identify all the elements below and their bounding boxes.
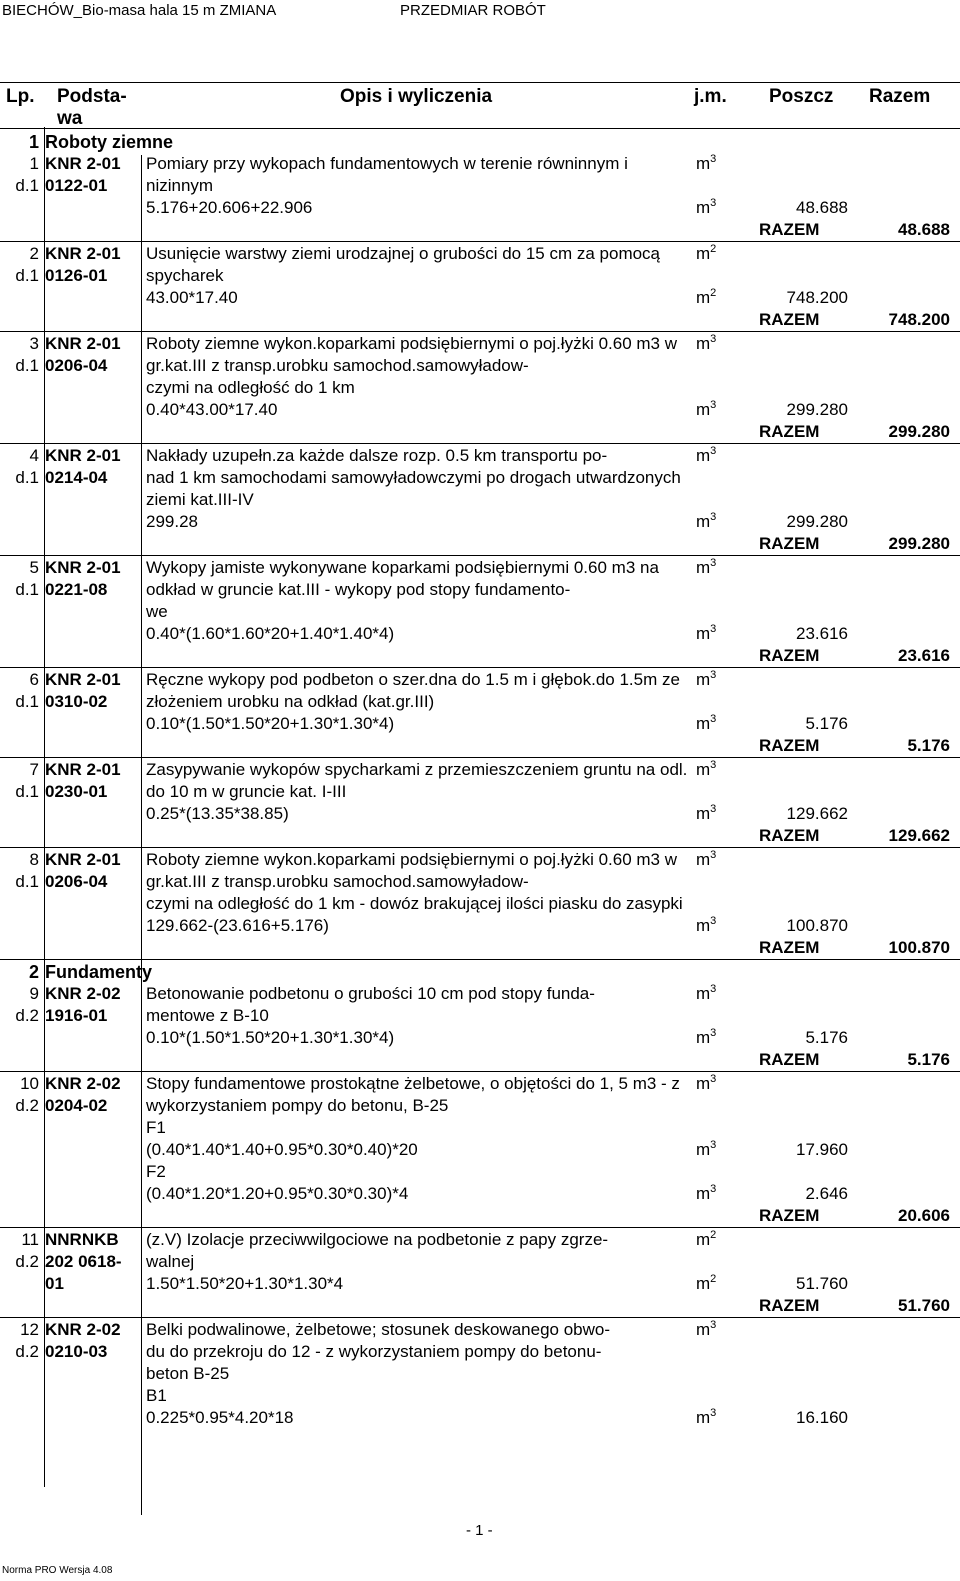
calc-unit: $m^3$ [696, 1139, 717, 1159]
item-unit: $m^3$ [696, 983, 717, 1003]
col-header-lp: Lp. [6, 86, 35, 107]
cost-item [0, 1073, 960, 1228]
calc-label: B1 [146, 1386, 167, 1405]
razem-label: RAZEM [759, 938, 820, 957]
razem-value: 5.176 [907, 736, 950, 755]
calc-row [0, 197, 960, 219]
calc-formula: 0.40*(1.60*1.60*20+1.40*1.40*4) [146, 624, 395, 643]
cost-item [0, 849, 960, 960]
calc-formula: 0.25*(13.35*38.85) [146, 804, 289, 823]
item-podstawa: KNR 2-01 0206-04 [45, 850, 121, 891]
calc-formula: 0.10*(1.50*1.50*20+1.30*1.30*4) [146, 714, 395, 733]
col-header-razem: Razem [869, 86, 931, 107]
item-podstawa: KNR 2-01 0206-04 [45, 334, 121, 375]
item-podstawa: KNR 2-01 0310-02 [45, 670, 121, 711]
razem-label: RAZEM [759, 220, 820, 239]
cost-item [0, 759, 960, 848]
item-podstawa: KNR 2-01 0221-08 [45, 558, 121, 599]
calc-unit: $m^2$ [696, 287, 717, 307]
calc-row [0, 287, 960, 309]
item-podstawa: NNRNKB 202 0618- 01 [45, 1230, 122, 1293]
calc-value: 2.646 [805, 1184, 848, 1203]
item-unit: $m^2$ [696, 243, 717, 263]
cost-item [0, 333, 960, 444]
calc-row [0, 1407, 960, 1429]
calc-value: 5.176 [805, 714, 848, 733]
item-description: Betonowanie podbetonu o grubości 10 cm pod stopy funda- mentowe z B-10 [146, 984, 595, 1025]
item-unit: $m^2$ [696, 1229, 717, 1249]
item-lp: 8 d.1 [15, 850, 39, 891]
section-header [0, 131, 960, 153]
razem-value: 48.688 [898, 220, 950, 239]
cost-item [0, 669, 960, 758]
calc-formula: 5.176+20.606+22.906 [146, 198, 313, 217]
item-description: (z.V) Izolacje przeciwwilgociowe na podbetonie z papy zgrze- walnej [146, 1230, 609, 1271]
calc-value: 17.960 [796, 1140, 848, 1159]
item-unit: $m^3$ [696, 669, 717, 689]
section-title: Fundamenty [45, 962, 153, 982]
razem-label: RAZEM [759, 826, 820, 845]
calc-value: 299.280 [786, 512, 848, 531]
item-lp: 2 d.1 [15, 244, 39, 285]
calc-row [0, 1183, 960, 1205]
razem-label: RAZEM [759, 534, 820, 553]
item-description: Nakłady uzupełn.za każde dalsze rozp. 0.5 km transportu po- nad 1 km samochodami samowyładowczymi po drogach utwardzonych ziemi kat.III-IV [146, 446, 681, 509]
item-podstawa: KNR 2-02 1916-01 [45, 984, 121, 1025]
section-number: 2 [28, 962, 39, 982]
calc-unit: $m^3$ [696, 511, 717, 531]
calc-row [0, 713, 960, 735]
item-unit: $m^3$ [696, 153, 717, 173]
calc-row [0, 1139, 960, 1161]
software-footer: Norma PRO Wersja 4.08 [2, 1565, 113, 1576]
razem-row [0, 533, 960, 556]
cost-item [0, 1319, 960, 1429]
calc-value: 16.160 [796, 1408, 848, 1427]
item-unit: $m^3$ [696, 1319, 717, 1339]
calc-formula: 0.40*43.00*17.40 [146, 400, 278, 419]
razem-value: 299.280 [888, 422, 950, 441]
item-unit: $m^3$ [696, 333, 717, 353]
calc-value: 129.662 [786, 804, 848, 823]
calc-label-row [0, 1161, 960, 1183]
razem-row [0, 421, 960, 444]
razem-value: 5.176 [907, 1050, 950, 1069]
col-header-poszcz: Poszcz [769, 86, 834, 107]
calc-formula: (0.40*1.40*1.40+0.95*0.30*0.40)*20 [146, 1140, 418, 1159]
item-podstawa: KNR 2-02 0204-02 [45, 1074, 121, 1115]
calc-unit: $m^3$ [696, 623, 717, 643]
razem-row [0, 219, 960, 242]
razem-value: 20.606 [898, 1206, 950, 1225]
calc-value: 51.760 [796, 1274, 848, 1293]
item-description: Zasypywanie wykopów spycharkami z przemieszczeniem gruntu na odl. do 10 m w gruncie kat. I-III [146, 760, 688, 801]
calc-unit: $m^3$ [696, 1407, 717, 1427]
calc-value: 100.870 [786, 916, 848, 935]
item-podstawa: KNR 2-01 0230-01 [45, 760, 121, 801]
calc-unit: $m^3$ [696, 713, 717, 733]
item-lp: 11 d.2 [15, 1230, 39, 1271]
item-description: Stopy fundamentowe prostokątne żelbetowe, o objętości do 1, 5 m3 - z wykorzystaniem pompy do betonu, B-25 [146, 1074, 680, 1115]
calc-row [0, 1273, 960, 1295]
calc-formula: (0.40*1.20*1.20+0.95*0.30*0.30)*4 [146, 1184, 409, 1203]
item-lp: 12 d.2 [15, 1320, 39, 1361]
item-lp: 6 d.1 [15, 670, 39, 711]
calc-value: 5.176 [805, 1028, 848, 1047]
razem-label: RAZEM [759, 1296, 820, 1315]
section-number: 1 [28, 132, 39, 152]
item-unit: $m^3$ [696, 1073, 717, 1093]
razem-value: 100.870 [888, 938, 950, 957]
razem-value: 748.200 [888, 310, 950, 329]
razem-row [0, 937, 960, 960]
razem-value: 51.760 [898, 1296, 950, 1315]
item-description: Roboty ziemne wykon.koparkami podsiębiernymi o poj.łyżki 0.60 m3 w gr.kat.III z transp.urobku samochod.samowyładow- czymi na odległość do 1 km [146, 334, 678, 397]
razem-row [0, 309, 960, 332]
razem-value: 299.280 [888, 534, 950, 553]
calc-unit: $m^3$ [696, 803, 717, 823]
document-type: PRZEDMIAR ROBÓT [400, 2, 546, 19]
item-description: Wykopy jamiste wykonywane koparkami podsiębiernymi 0.60 m3 na odkład w gruncie kat.III - wykopy pod stopy fundamento- we [146, 558, 659, 621]
razem-label: RAZEM [759, 310, 820, 329]
item-unit: $m^3$ [696, 759, 717, 779]
calc-label: F1 [146, 1118, 166, 1137]
calc-row [0, 803, 960, 825]
document-title: BIECHÓW_Bio-masa hala 15 m ZMIANA [2, 2, 277, 19]
col-header-opis: Opis i wyliczenia [340, 86, 493, 107]
calc-row [0, 511, 960, 533]
calc-formula: 0.10*(1.50*1.50*20+1.30*1.30*4) [146, 1028, 395, 1047]
item-lp: 1 d.1 [15, 154, 39, 195]
section-title: Roboty ziemne [45, 132, 174, 152]
item-description: Ręczne wykopy pod podbeton o szer.dna do 1.5 m i głębok.do 1.5m ze złożeniem urobku na odkład (kat.gr.III) [146, 670, 680, 711]
calc-label-row [0, 1117, 960, 1139]
item-unit: $m^3$ [696, 849, 717, 869]
calc-label-row [0, 1385, 960, 1407]
col-header-jm: j.m. [694, 86, 727, 107]
razem-row [0, 735, 960, 758]
cost-item [0, 557, 960, 668]
cost-item [0, 445, 960, 556]
cost-item [0, 1229, 960, 1318]
cost-item [0, 243, 960, 332]
item-podstawa: KNR 2-02 0210-03 [45, 1320, 121, 1361]
calc-row [0, 623, 960, 645]
cost-item [0, 983, 960, 1072]
item-description: Belki podwalinowe, żelbetowe; stosunek deskowanego obwo- du do przekroju do 12 - z wykorzystaniem pompy do betonu- beton B-25 [146, 1320, 611, 1383]
calc-unit: $m^3$ [696, 915, 717, 935]
item-lp: 9 d.2 [15, 984, 39, 1025]
item-lp: 3 d.1 [15, 334, 39, 375]
item-podstawa: KNR 2-01 0126-01 [45, 244, 121, 285]
calc-formula: 0.225*0.95*4.20*18 [146, 1408, 294, 1427]
table-top-border [0, 82, 960, 83]
calc-value: 748.200 [786, 288, 848, 307]
calc-label: F2 [146, 1162, 166, 1181]
razem-label: RAZEM [759, 422, 820, 441]
calc-formula: 43.00*17.40 [146, 288, 238, 307]
item-description: Pomiary przy wykopach fundamentowych w terenie równinnym i nizinnym [146, 154, 628, 195]
razem-row [0, 1049, 960, 1072]
calc-row [0, 915, 960, 937]
item-lp: 10 d.2 [15, 1074, 39, 1115]
razem-row [0, 645, 960, 668]
razem-label: RAZEM [759, 1206, 820, 1225]
item-lp: 4 d.1 [15, 446, 39, 487]
calc-unit: $m^3$ [696, 197, 717, 217]
razem-value: 23.616 [898, 646, 950, 665]
calc-unit: $m^3$ [696, 1027, 717, 1047]
razem-row [0, 1295, 960, 1318]
item-description: Roboty ziemne wykon.koparkami podsiębiernymi o poj.łyżki 0.60 m3 w gr.kat.III z transp.urobku samochod.samowyładow- czymi na odległość do 1 km - dowóz brakującej ilości piasku do zasypki [146, 850, 683, 913]
page-number: - 1 - [466, 1522, 493, 1539]
item-podstawa: KNR 2-01 0214-04 [45, 446, 121, 487]
item-podstawa: KNR 2-01 0122-01 [45, 154, 121, 195]
cost-item [0, 153, 960, 242]
item-lp: 5 d.1 [15, 558, 39, 599]
calc-row [0, 399, 960, 421]
item-unit: $m^3$ [696, 445, 717, 465]
calc-value: 299.280 [786, 400, 848, 419]
calc-unit: $m^3$ [696, 399, 717, 419]
calc-formula: 129.662-(23.616+5.176) [146, 916, 329, 935]
item-unit: $m^3$ [696, 557, 717, 577]
razem-label: RAZEM [759, 646, 820, 665]
razem-label: RAZEM [759, 736, 820, 755]
table-header-border [0, 128, 960, 129]
razem-label: RAZEM [759, 1050, 820, 1069]
cost-table-body [0, 131, 960, 1429]
section-header [0, 961, 960, 983]
calc-value: 48.688 [796, 198, 848, 217]
razem-row [0, 1205, 960, 1228]
calc-formula: 1.50*1.50*20+1.30*1.30*4 [146, 1274, 344, 1293]
calc-unit: $m^2$ [696, 1273, 717, 1293]
col-header-podstawa: Podsta- wa [57, 86, 127, 129]
calc-unit: $m^3$ [696, 1183, 717, 1203]
calc-formula: 299.28 [146, 512, 198, 531]
razem-value: 129.662 [888, 826, 950, 845]
razem-row [0, 825, 960, 848]
calc-value: 23.616 [796, 624, 848, 643]
calc-row [0, 1027, 960, 1049]
item-description: Usunięcie warstwy ziemi urodzajnej o grubości do 15 cm za pomocą spycharek [146, 244, 661, 285]
item-lp: 7 d.1 [15, 760, 39, 801]
